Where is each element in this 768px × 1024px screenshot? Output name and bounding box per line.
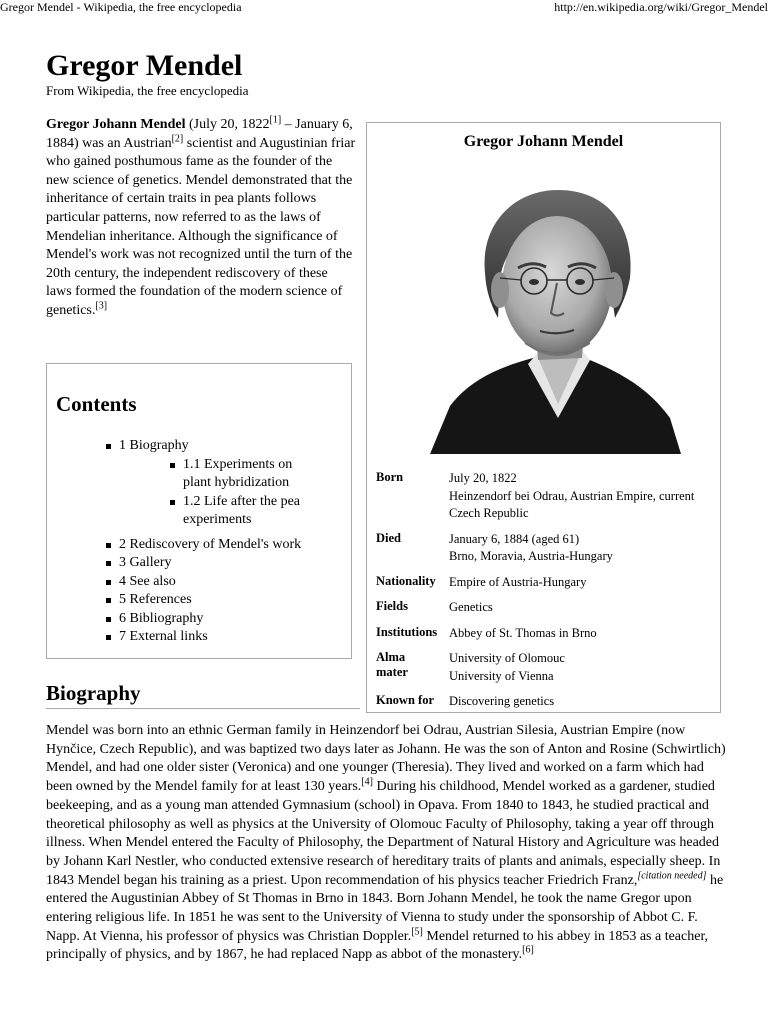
- infobox-label-alma-mater: [376, 648, 449, 691]
- page-title: Gregor Mendel: [46, 49, 243, 82]
- born-place[interactable]: Heinzendorf bei Odrau, Austrian Empire, current Czech Republic: [449, 488, 695, 520]
- ref-link-5[interactable]: [5]: [411, 926, 423, 938]
- toc-item-rediscovery[interactable]: [105, 536, 323, 555]
- toc-item-label[interactable]: 2 Rediscovery of Mendel's work: [119, 536, 302, 552]
- infobox-row-fields: [376, 597, 716, 623]
- toc-item-label[interactable]: 5 References: [119, 592, 192, 607]
- toc-item-label[interactable]: 4 See also: [119, 573, 176, 589]
- bio-text-1: Mendel was born into an ethnic German family in Heinzendorf bei Odrau, Austrian Silesia, Austrian Empire (now Hynčice, Czech Republic), and was baptized two days later as Johann. He was the son of Anton and Rosine (Schwirtlich) Mendel, and had one older sister (Veronica) and one younger (Theresia). They lived and worked on a farm which had been owned by the Mendel family for at least 130 years.: [46, 723, 726, 795]
- toc-item-label[interactable]: 1.1 Experiments on plant hybridization: [183, 456, 293, 490]
- alma-mater-2[interactable]: University of Vienna: [449, 668, 554, 683]
- infobox-label-fields: Fields: [376, 599, 408, 613]
- infobox-row-institutions: [376, 623, 716, 649]
- toc-item-label[interactable]: 1.2 Life after the pea experiments: [183, 493, 300, 527]
- toc-item-bibliography[interactable]: [105, 610, 323, 629]
- intro-bold-name: Gregor Johann Mendel: [46, 117, 186, 132]
- infobox-label-born: Born: [376, 470, 404, 484]
- died-date: January 6, 1884 (aged 61): [449, 531, 580, 546]
- toc-item-label[interactable]: 3 Gallery: [119, 555, 172, 570]
- label-line: Alma: [376, 650, 406, 664]
- toc-sublist: [169, 456, 323, 530]
- infobox: [366, 122, 721, 713]
- infobox-value-nationality[interactable]: Empire of Austria-Hungary: [449, 574, 587, 589]
- ref-link-6[interactable]: [6]: [522, 944, 534, 956]
- infobox-row-died: [376, 529, 716, 572]
- intro-text-2: – January 6, 1884) was an Austrian: [46, 117, 353, 151]
- ref-link-2[interactable]: [2]: [171, 132, 184, 144]
- toc-item-label[interactable]: 1 Biography: [119, 438, 189, 453]
- born-date: July 20, 1822: [449, 471, 517, 485]
- toc-item-biography[interactable]: [105, 437, 323, 530]
- toc-heading: Contents: [56, 392, 137, 416]
- infobox-label-institutions: Institutions: [376, 624, 438, 639]
- bio-text-2: During his childhood, Mendel worked as a gardener, studied beekeeping, and as a young man attended Gymnasium (school) in Opava. From 1840 to 1843, he studied practical and theoretical philosophy as well as physics at the University of Olomouc Faculty of Philosophy, taking a year off through illness. When Mendel entered the Faculty of Philosophy, the Department of Natural History and Agriculture was headed by Johann Karl Nestler, who conducted extensive research of hereditary traits of plants and animals, especially sheep. In 1843 Mendel began his training as a priest. Upon recommendation of his physics teacher Friedrich Franz,: [46, 779, 721, 888]
- infobox-value-known-for[interactable]: Discovering genetics: [449, 694, 555, 708]
- intro-text-1: (July 20, 1822: [185, 117, 270, 132]
- infobox-table: [376, 468, 716, 717]
- bio-text-4: Mendel returned to his abbey in 1853 as a teacher, principally of physics, and by 1867, he had replaced Napp as abbot of the monastery.: [46, 928, 709, 963]
- section-heading-biography: Biography: [46, 681, 360, 709]
- ref-link-3[interactable]: [3]: [95, 300, 108, 312]
- infobox-label-nationality: Nationality: [376, 573, 436, 588]
- infobox-title: Gregor Johann Mendel: [463, 133, 624, 150]
- browser-url[interactable]: http://en.wikipedia.org/wiki/Gregor_Mendel: [554, 0, 768, 14]
- ref-link-1[interactable]: [1]: [269, 114, 282, 126]
- infobox-label-known-for: Known for: [376, 693, 434, 707]
- infobox-value-died: [449, 529, 716, 572]
- toc-item-see-also[interactable]: [105, 573, 323, 592]
- toc-item-label[interactable]: 7 External links: [119, 629, 208, 644]
- bio-text-3: he entered the Augustinian Abbey of St Thomas in Brno in 1843. Born Johann Mendel, he took the name Gregor upon entering religious life. In 1851 he was sent to the University of Vienna to study under the sponsorship of Abbot C. F. Napp. At Vienna, his professor of physics was Christian Doppler.: [46, 872, 724, 944]
- died-place[interactable]: Brno, Moravia, Austria-Hungary: [449, 549, 613, 563]
- browser-page-title: Gregor Mendel - Wikipedia, the free encyclopedia: [0, 0, 242, 14]
- infobox-value-born: [449, 468, 716, 529]
- intro-text-3: scientist and Augustinian friar who gained posthumous fame as the founder of the new science of genetics. Mendel demonstrated that the inheritance of certain traits in pea plants follows particular patterns, now referred to as the laws of Mendelian inheritance. Although the significance of Mendel's work was not recognized until the turn of the 20th century, the independent rediscovery of these laws formed the foundation of the modern science of genetics.: [46, 135, 356, 318]
- infobox-row-born: [376, 468, 716, 529]
- toc-item-gallery[interactable]: [105, 554, 323, 573]
- citation-needed-link[interactable]: [citation needed]: [637, 869, 707, 881]
- biography-paragraph: [46, 722, 726, 965]
- ref-link-4[interactable]: [4]: [361, 776, 373, 788]
- toc-item-experiments[interactable]: [169, 456, 323, 493]
- infobox-row-nationality: [376, 572, 716, 598]
- table-of-contents: [46, 363, 352, 659]
- portrait-image[interactable]: [430, 168, 681, 454]
- page-tagline: From Wikipedia, the free encyclopedia: [46, 83, 249, 98]
- toc-item-life-after[interactable]: [169, 493, 323, 530]
- infobox-value-institutions[interactable]: Abbey of St. Thomas in Brno: [449, 625, 597, 640]
- toc-item-external-links[interactable]: [105, 628, 323, 647]
- infobox-label-died: Died: [376, 530, 401, 545]
- infobox-row-known-for: [376, 691, 716, 717]
- infobox-row-alma-mater: [376, 648, 716, 691]
- intro-paragraph: [46, 116, 356, 321]
- infobox-value-fields[interactable]: Genetics: [449, 600, 493, 614]
- infobox-value-alma-mater: [449, 648, 716, 691]
- toc-item-label[interactable]: 6 Bibliography: [119, 610, 204, 626]
- toc-list: [105, 437, 323, 647]
- alma-mater-1[interactable]: University of Olomouc: [449, 651, 565, 665]
- toc-item-references[interactable]: [105, 591, 323, 610]
- label-line: mater: [376, 665, 408, 679]
